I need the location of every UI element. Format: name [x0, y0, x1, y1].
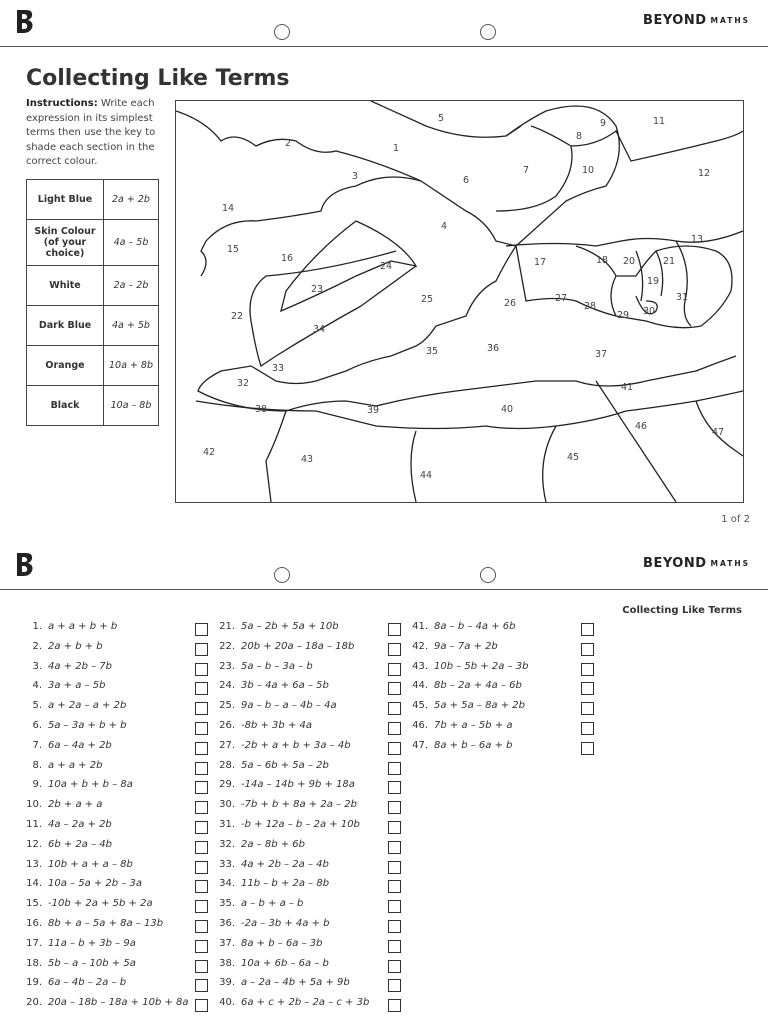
region-label-46: 46 — [634, 421, 648, 432]
question-row — [386, 680, 586, 700]
answer-checkbox[interactable] — [388, 801, 401, 814]
region-label-37: 37 — [594, 349, 608, 360]
question-number: 37. — [219, 937, 235, 949]
region-label-1: 1 — [392, 143, 400, 154]
question-expression: 7b + a – 5b + a — [434, 719, 513, 731]
question-expression: 5a – 2b + 5a + 10b — [241, 621, 339, 632]
region-label-28: 28 — [583, 301, 597, 312]
question-expression: 20a – 18b – 18a + 10b + 8a — [48, 997, 189, 1009]
question-expression: 8a + b – 6a – 3b — [241, 937, 323, 949]
region-label-17: 17 — [533, 257, 547, 268]
colour-by-number-picture — [175, 100, 744, 503]
question-row — [0, 819, 200, 839]
question-expression: -7b + b + 8a + 2a – 2b — [241, 799, 357, 811]
answer-checkbox[interactable] — [388, 979, 401, 992]
region-label-40: 40 — [500, 404, 514, 415]
question-row — [193, 661, 393, 681]
region-label-47: 47 — [711, 427, 725, 438]
question-row — [193, 898, 393, 918]
question-expression: 4a + 2b – 2a – 4b — [241, 858, 329, 870]
question-number: 15. — [26, 898, 42, 910]
region-label-6: 6 — [462, 175, 470, 186]
region-label-13: 13 — [690, 234, 704, 245]
key-expression: 2a – 2b — [104, 266, 159, 306]
region-label-25: 25 — [420, 294, 434, 305]
region-label-39: 39 — [366, 405, 380, 416]
question-row — [193, 859, 393, 879]
question-row — [0, 680, 200, 700]
question-row — [193, 641, 393, 661]
question-number: 28. — [219, 759, 235, 771]
question-row — [193, 938, 393, 958]
region-label-22: 22 — [230, 311, 244, 322]
questions-column-3 — [386, 621, 586, 760]
question-expression: -10b + 2a + 5b + 2a — [48, 898, 153, 910]
question-expression: 2b + a + a — [48, 799, 103, 811]
question-expression: 9a – b – a – 4b – 4a — [241, 700, 337, 712]
question-number: 30. — [219, 799, 235, 811]
question-number: 44. — [412, 680, 428, 692]
question-expression: -14a – 14b + 9b + 18a — [241, 779, 355, 791]
question-row — [0, 740, 200, 760]
question-row — [0, 661, 200, 681]
question-row — [193, 779, 393, 799]
question-expression: 2a – 8b + 6b — [241, 838, 306, 850]
question-number: 33. — [219, 858, 235, 870]
region-label-4: 4 — [440, 221, 448, 232]
question-expression: -8b + 3b + 4a — [241, 719, 312, 731]
question-row — [193, 977, 393, 997]
question-expression: 5a – 6b + 5a – 2b — [241, 759, 329, 771]
question-expression: -2a – 3b + 4a + b — [241, 917, 330, 929]
question-number: 14. — [26, 878, 42, 890]
question-row — [386, 720, 586, 740]
question-number: 47. — [412, 739, 428, 751]
key-row — [27, 266, 159, 306]
answer-checkbox[interactable] — [388, 841, 401, 854]
questions-column-2 — [193, 621, 393, 1017]
question-expression: a + a + b + b — [48, 621, 118, 632]
region-label-32: 32 — [236, 378, 250, 389]
question-number: 22. — [219, 640, 235, 652]
question-expression: a – b + a – b — [241, 898, 304, 910]
question-number: 3. — [32, 660, 42, 672]
question-row — [193, 839, 393, 859]
region-label-20: 20 — [622, 256, 636, 267]
key-colour: Dark Blue — [27, 306, 104, 346]
question-number: 38. — [219, 957, 235, 969]
question-number: 39. — [219, 977, 235, 989]
region-label-36: 36 — [486, 343, 500, 354]
question-row — [193, 700, 393, 720]
question-expression: 8b + a – 5a + 8a – 13b — [48, 917, 164, 929]
region-label-41: 41 — [620, 382, 634, 393]
question-expression: a + 2a – a + 2b — [48, 700, 127, 712]
region-label-21: 21 — [662, 256, 676, 267]
answer-checkbox[interactable] — [581, 742, 594, 755]
answer-checkbox[interactable] — [581, 702, 594, 715]
region-label-12: 12 — [697, 168, 711, 179]
question-row — [193, 958, 393, 978]
question-row — [193, 918, 393, 938]
question-row — [0, 700, 200, 720]
region-label-11: 11 — [652, 116, 666, 127]
region-label-30: 30 — [642, 306, 656, 317]
question-number: 26. — [219, 719, 235, 731]
question-expression: 10a – 5a + 2b – 3a — [48, 878, 142, 890]
question-number: 13. — [26, 858, 42, 870]
region-label-38: 38 — [254, 404, 268, 415]
answer-checkbox[interactable] — [388, 900, 401, 913]
page1-header — [0, 0, 768, 47]
answer-checkbox[interactable] — [581, 682, 594, 695]
region-label-7: 7 — [522, 165, 530, 176]
question-row — [0, 799, 200, 819]
answer-checkbox[interactable] — [581, 643, 594, 656]
region-label-35: 35 — [425, 346, 439, 357]
question-row — [0, 839, 200, 859]
question-expression: 10a + 6b – 6a – b — [241, 957, 329, 969]
question-expression: 6a – 4a + 2b — [48, 739, 112, 751]
question-row — [0, 878, 200, 898]
question-number: 11. — [26, 818, 42, 830]
question-row — [0, 779, 200, 799]
question-row — [193, 760, 393, 780]
question-number: 43. — [412, 660, 428, 672]
page2-header — [0, 543, 768, 590]
page-title: Collecting Like Terms — [26, 66, 290, 91]
question-number: 41. — [412, 621, 428, 632]
question-expression: 8b – 2a + 4a – 6b — [434, 680, 522, 692]
region-label-43: 43 — [300, 454, 314, 465]
question-number: 31. — [219, 818, 235, 830]
question-number: 27. — [219, 739, 235, 751]
question-expression: 6a + c + 2b – 2a – c + 3b — [241, 997, 370, 1009]
question-expression: 5a – b – 3a – b — [241, 660, 313, 672]
question-row — [386, 740, 586, 760]
answer-checkbox[interactable] — [581, 663, 594, 676]
answer-checkbox[interactable] — [388, 781, 401, 794]
question-row — [0, 760, 200, 780]
question-number: 20. — [26, 997, 42, 1009]
question-row — [0, 898, 200, 918]
question-expression: 3b – 4a + 6a – 5b — [241, 680, 329, 692]
question-expression: 10b – 5b + 2a – 3b — [434, 660, 529, 672]
question-expression: 6b + 2a – 4b — [48, 838, 113, 850]
region-label-3: 3 — [351, 171, 359, 182]
question-number: 2. — [32, 640, 42, 652]
question-number: 32. — [219, 838, 235, 850]
answer-checkbox[interactable] — [388, 861, 401, 874]
question-expression: 4a – 2a + 2b — [48, 818, 112, 830]
question-number: 40. — [219, 997, 235, 1009]
question-number: 8. — [32, 759, 42, 771]
answer-checkbox[interactable] — [388, 960, 401, 973]
question-expression: 2a + b + b — [48, 640, 103, 652]
question-number: 29. — [219, 779, 235, 791]
answer-checkbox[interactable] — [388, 762, 401, 775]
key-row — [27, 346, 159, 386]
region-label-42: 42 — [202, 447, 216, 458]
region-label-27: 27 — [554, 293, 568, 304]
key-colour: Black — [27, 386, 104, 426]
question-row — [193, 621, 393, 641]
question-expression: a + a + 2b — [48, 759, 103, 771]
question-expression: 6a – 4b – 2a – b — [48, 977, 127, 989]
key-row — [27, 180, 159, 220]
key-row — [27, 386, 159, 426]
question-expression: 5b – a – 10b + 5a — [48, 957, 136, 969]
question-expression: 5a + 5a – 8a + 2b — [434, 700, 526, 712]
region-label-8: 8 — [575, 131, 583, 142]
question-number: 7. — [32, 739, 42, 751]
key-expression: 10a + 8b — [104, 346, 159, 386]
answer-checkbox[interactable] — [388, 821, 401, 834]
question-number: 16. — [26, 917, 42, 929]
region-label-24: 24 — [379, 261, 393, 272]
question-number: 45. — [412, 700, 428, 712]
question-row — [0, 958, 200, 978]
question-number: 17. — [26, 937, 42, 949]
question-expression: a – 2a – 4b + 5a + 9b — [241, 977, 350, 989]
question-number: 9. — [32, 779, 42, 791]
answer-checkbox[interactable] — [388, 920, 401, 933]
question-expression: -b + 12a – b – 2a + 10b — [241, 818, 360, 830]
question-row — [0, 621, 200, 641]
question-row — [193, 799, 393, 819]
question-number: 35. — [219, 898, 235, 910]
answer-checkbox[interactable] — [581, 722, 594, 735]
question-row — [0, 918, 200, 938]
question-row — [193, 740, 393, 760]
brand-wordmark: BEYOND MATHS — [643, 13, 750, 28]
question-row — [386, 661, 586, 681]
question-expression: 3a + a – 5b — [48, 680, 106, 692]
region-label-15: 15 — [226, 244, 240, 255]
question-expression: 11a – b + 3b – 9a — [48, 937, 136, 949]
region-label-5: 5 — [437, 113, 445, 124]
question-expression: -2b + a + b + 3a – 4b — [241, 739, 351, 751]
region-label-44: 44 — [419, 470, 433, 481]
answer-checkbox[interactable] — [388, 999, 401, 1012]
question-number: 1. — [32, 621, 42, 632]
punch-hole — [274, 24, 290, 40]
question-row — [0, 938, 200, 958]
region-label-9: 9 — [599, 118, 607, 129]
question-row — [0, 977, 200, 997]
question-number: 6. — [32, 719, 42, 731]
question-row — [0, 641, 200, 661]
answer-checkbox[interactable] — [388, 940, 401, 953]
question-row — [193, 878, 393, 898]
question-number: 46. — [412, 719, 428, 731]
question-row — [0, 859, 200, 879]
punch-hole — [480, 567, 496, 583]
question-number: 25. — [219, 700, 235, 712]
answer-checkbox[interactable] — [388, 880, 401, 893]
region-label-26: 26 — [503, 298, 517, 309]
question-number: 24. — [219, 680, 235, 692]
question-expression: 10a + b + b – 8a — [48, 779, 133, 791]
region-label-2: 2 — [284, 138, 292, 149]
key-colour: Orange — [27, 346, 104, 386]
question-row — [193, 720, 393, 740]
question-number: 36. — [219, 917, 235, 929]
question-row — [193, 680, 393, 700]
question-expression: 8a + b – 6a + b — [434, 739, 513, 751]
key-row — [27, 220, 159, 266]
question-expression: 10b + a + a – 8b — [48, 858, 133, 870]
question-row — [386, 621, 586, 641]
question-number: 19. — [26, 977, 42, 989]
page2-subtitle: Collecting Like Terms — [622, 605, 742, 616]
question-number: 23. — [219, 660, 235, 672]
question-expression: 4a + 2b – 7b — [48, 660, 113, 672]
key-row — [27, 306, 159, 346]
question-number: 12. — [26, 838, 42, 850]
punch-hole — [480, 24, 496, 40]
question-row — [193, 819, 393, 839]
instructions: Instructions: Write each expression in its simplest terms then use the key to shade each section in the correct colour. — [26, 98, 156, 167]
question-number: 34. — [219, 878, 235, 890]
answer-checkbox[interactable] — [581, 623, 594, 636]
key-expression: 10a – 8b — [104, 386, 159, 426]
region-label-45: 45 — [566, 452, 580, 463]
region-label-19: 19 — [646, 276, 660, 287]
page-number: 1 of 2 — [721, 514, 750, 525]
beyond-logo-icon — [14, 551, 36, 577]
key-colour: White — [27, 266, 104, 306]
region-label-16: 16 — [280, 253, 294, 264]
question-row — [0, 997, 200, 1017]
question-number: 18. — [26, 957, 42, 969]
questions-column-1 — [0, 621, 200, 1017]
beyond-logo-icon — [14, 8, 36, 34]
region-label-33: 33 — [271, 363, 285, 374]
question-number: 4. — [32, 680, 42, 692]
question-number: 5. — [32, 700, 42, 712]
region-label-10: 10 — [581, 165, 595, 176]
colour-key-table — [26, 179, 159, 426]
question-expression: 5a – 3a + b + b — [48, 719, 127, 731]
region-label-29: 29 — [616, 310, 630, 321]
question-expression: 20b + 20a – 18a – 18b — [241, 640, 355, 652]
region-label-31: 31 — [675, 292, 689, 303]
region-label-18: 18 — [595, 255, 609, 266]
question-number: 21. — [219, 621, 235, 632]
question-expression: 8a – b – 4a + 6b — [434, 621, 516, 632]
question-number: 42. — [412, 640, 428, 652]
question-row — [193, 997, 393, 1017]
question-number: 10. — [26, 799, 42, 811]
question-expression: 9a – 7a + 2b — [434, 640, 498, 652]
question-expression: 11b – b + 2a – 8b — [241, 878, 330, 890]
question-row — [386, 700, 586, 720]
key-colour: Light Blue — [27, 180, 104, 220]
key-expression: 4a + 5b — [104, 306, 159, 346]
question-row — [386, 641, 586, 661]
question-row — [0, 720, 200, 740]
punch-hole — [274, 567, 290, 583]
key-expression: 2a + 2b — [104, 180, 159, 220]
region-label-14: 14 — [221, 203, 235, 214]
key-expression: 4a – 5b — [104, 220, 159, 266]
region-outlines — [176, 101, 743, 502]
brand-wordmark: BEYOND MATHS — [643, 556, 750, 571]
region-label-34: 34 — [312, 324, 326, 335]
region-label-23: 23 — [310, 284, 324, 295]
key-colour: Skin Colour (of your choice) — [27, 220, 104, 266]
